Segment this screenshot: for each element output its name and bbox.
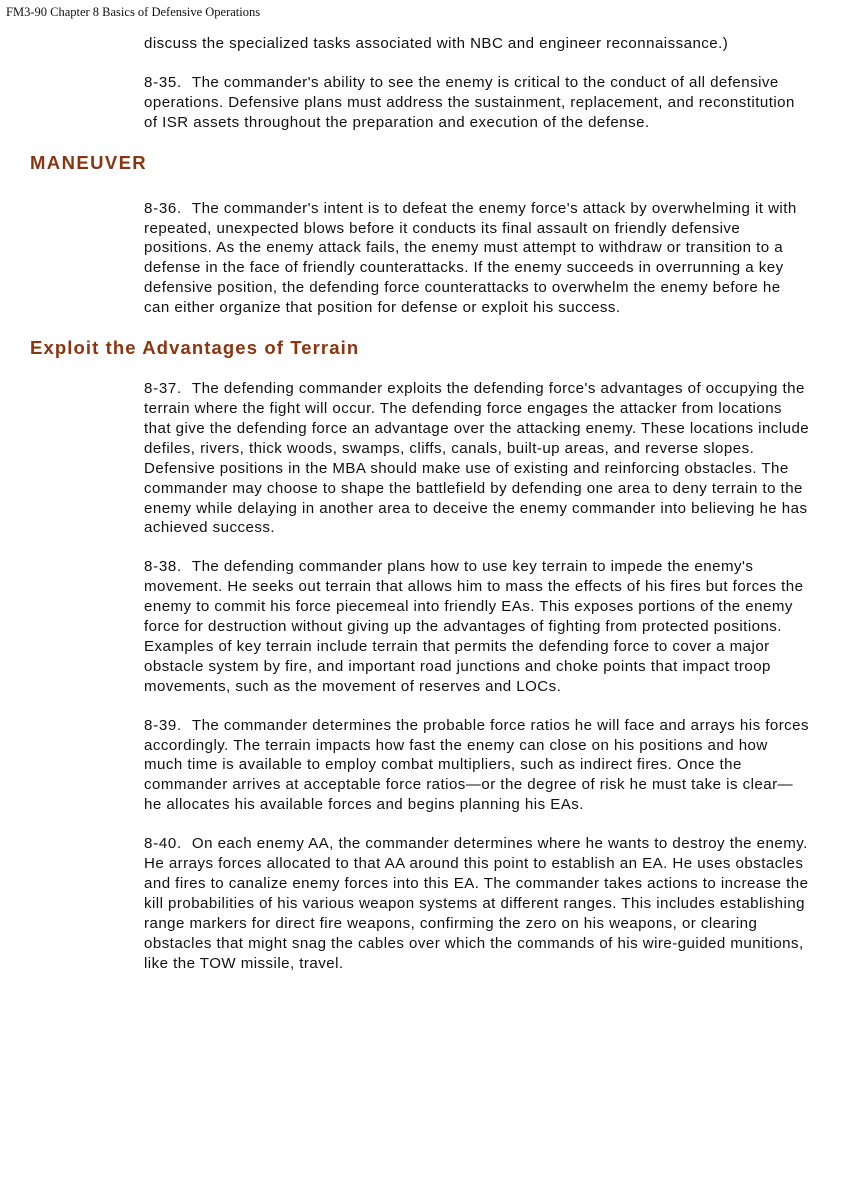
paragraph-text: The commander's intent is to defeat the enemy force's attack by overwhelming it with repeated, unexpected blows before it conducts its final assault on friendly defensive positions. As the enemy attack fails, the enemy must attempt to withdraw or transition to a defense in the face of friendly counterattacks. If the enemy succeeds in overrunning a key defensive position, the defending force counterattacks to overwhelm the enemy before he can either organize that position for defense or exploit his success. bbox=[144, 199, 797, 317]
paragraph-number: 8-40. bbox=[144, 835, 182, 853]
running-header: FM3-90 Chapter 8 Basics of Defensive Operations bbox=[6, 5, 261, 19]
subsection-heading-exploit-terrain: Exploit the Advantages of Terrain bbox=[30, 337, 360, 359]
paragraph-8-36 bbox=[144, 199, 810, 318]
paragraph-number: 8-38. bbox=[144, 558, 182, 576]
document-body bbox=[0, 34, 846, 993]
paragraph-8-38 bbox=[144, 557, 810, 696]
paragraph-number: 8-37. bbox=[144, 380, 182, 398]
paragraph-number: 8-35. bbox=[144, 73, 182, 91]
section-heading-maneuver: MANEUVER bbox=[30, 151, 148, 173]
paragraph-number: 8-39. bbox=[144, 716, 182, 734]
continuation-paragraph bbox=[144, 34, 810, 54]
paragraph-number: 8-36. bbox=[144, 199, 182, 217]
paragraph-8-40 bbox=[144, 834, 810, 973]
paragraph-text: The defending commander plans how to use key terrain to impede the enemy's movement. He seeks out terrain that allows him to mass the effects of his fires but forces the enemy to commit his force piecemeal into friendly EAs. This exposes portions of the enemy force for destruction without giving up the advantages of fighting from protected positions. Examples of key terrain include terrain that permits the defending force to cover a major obstacle system by fire, and important road junctions and choke points that impact troop movements, such as the movement of reserves and LOCs. bbox=[144, 558, 804, 695]
paragraph-text: The commander determines the probable force ratios he will face and arrays his forces accordingly. The terrain impacts how fast the enemy can close on his positions and how much time is available to employ combat multipliers, such as indirect fires. Once the commander arrives at acceptable force ratios—or the degree of risk he must take is clear—he allocates his available forces and begins planning his EAs. bbox=[144, 716, 810, 814]
paragraph-text: On each enemy AA, the commander determines where he wants to destroy the enemy. He arrays forces allocated to that AA around this point to establish an EA. He uses obstacles and fires to canalize enemy forces into this EA. The commander takes actions to increase the kill probabilities of his various weapon systems at different ranges. This includes establishing range markers for direct fire weapons, confirming the zero on his weapons, or clearing obstacles that might snag the cables over which the commands of his wire-guided munitions, like the TOW missile, travel. bbox=[144, 835, 809, 972]
paragraph-8-39 bbox=[144, 716, 810, 816]
paragraph-text: The commander's ability to see the enemy is critical to the conduct of all defensive operations. Defensive plans must address the sustainment, replacement, and reconstitution of ISR assets throughout the preparation and execution of the defense. bbox=[144, 73, 795, 131]
paragraph-text: discuss the specialized tasks associated with NBC and engineer reconnaissance.) bbox=[144, 35, 729, 52]
paragraph-text: The defending commander exploits the defending force's advantages of occupying the terrain where the fight will occur. The defending force engages the attacker from locations that give the defending force an advantage over the attacking enemy. These locations include defiles, rivers, thick woods, swamps, cliffs, canals, built-up areas, and reverse slopes. Defensive positions in the MBA should make use of existing and reinforcing obstacles. The commander may choose to shape the battlefield by defending one area to deny terrain to the enemy while delaying in another area to deceive the enemy commander into believing he has achieved success. bbox=[144, 380, 810, 537]
paragraph-8-37 bbox=[144, 379, 810, 538]
paragraph-8-35 bbox=[144, 73, 810, 133]
